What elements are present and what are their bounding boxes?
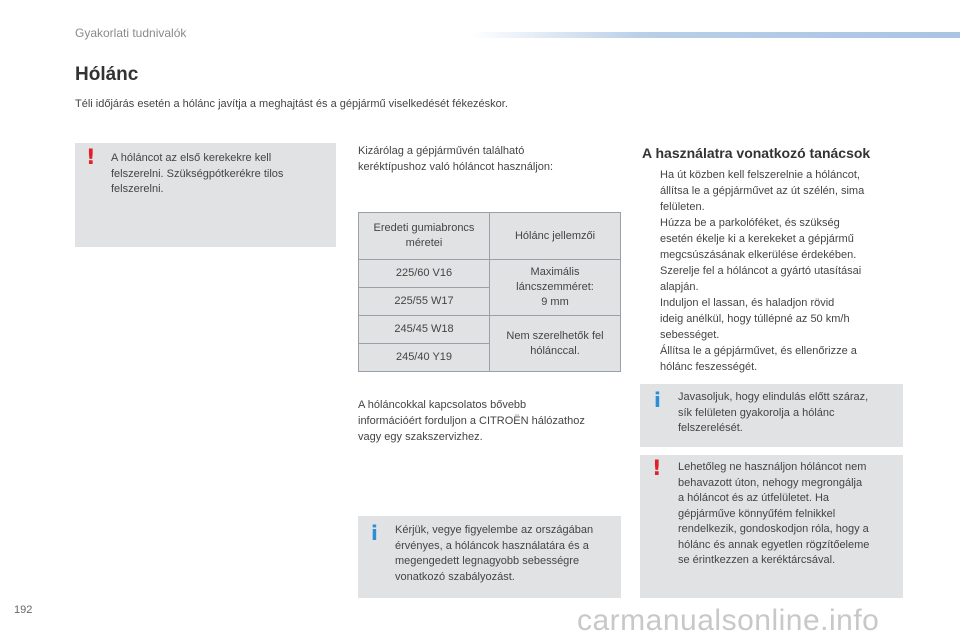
info-right-line: felszerelését. — [678, 422, 743, 434]
info-icon: i — [371, 521, 378, 545]
table-header-chain: Hólánc jellemzői — [490, 213, 621, 260]
warning-left-line: felszerelni. — [111, 183, 164, 195]
list-item — [642, 263, 902, 295]
table-header-line: méretei — [405, 237, 443, 249]
warning-left-line: felszerelni. Szükségpótkerékre tilos — [111, 167, 284, 180]
warning-right-line: Lehetőleg ne használjon hóláncot nem — [678, 461, 867, 473]
page-title: Hólánc — [75, 64, 139, 85]
more-info-line: A hóláncokkal kapcsolatos bővebb — [358, 399, 527, 411]
middle-intro — [358, 143, 553, 175]
intro-text: Téli időjárás esetén a hólánc javítja a meghajtást és a gépjármű viselkedését fékezéskor. — [75, 98, 508, 110]
info-box-right — [640, 384, 903, 447]
tip-line: felületen. — [660, 201, 705, 213]
table-cell-tyre: 225/55 W17 — [359, 288, 490, 316]
tip-line: Állítsa le a gépjárművet, és ellenőrizze a — [660, 345, 857, 357]
middle-intro-line: keréktípushoz való hóláncot használjon: — [358, 161, 554, 173]
info-right-line: sík felületen gyakorolja a hólánc — [678, 406, 835, 419]
snow-chain-table — [358, 212, 621, 372]
tip-line: hólánc feszességét. — [660, 361, 758, 373]
info-middle-line: érvényes, a hóláncok használatára és a — [395, 539, 589, 552]
warning-right-line: a hóláncot és az útfelületet. Ha — [678, 492, 830, 504]
more-info-line: információért forduljon a CITROËN hálózathoz — [358, 415, 585, 427]
info-middle-line: Kérjük, vegye figyelembe az országában — [395, 524, 594, 536]
warning-right-line: gépjárműve könnyűfém felnikkel — [678, 507, 836, 520]
tip-line: sebességet. — [660, 329, 720, 341]
tip-line: Ha út közben kell felszerelnie a hóláncot, — [660, 169, 860, 181]
warning-icon: ! — [652, 456, 662, 480]
warning-right-line: rendelkezik, gondoskodjon róla, hogy a — [678, 523, 869, 535]
tip-line: esetén ékelje ki a kerekeket a gépjármű — [660, 233, 854, 245]
info-middle-line: vonatkozó szabályozást. — [395, 570, 515, 583]
watermark: carmanualsonline.info — [577, 604, 880, 637]
table-cell-tyre: 245/45 W18 — [359, 316, 490, 344]
tip-line: megcsúszásának elkerülése érdekében. — [660, 249, 857, 261]
advice-list — [642, 167, 902, 375]
tip-line: állítsa le a gépjárművet az út szélén, sima — [660, 185, 865, 197]
chain-spec-line: Maximális — [530, 266, 580, 278]
table-cell-chain-spec — [490, 260, 621, 316]
table-cell-tyre: 225/60 V16 — [359, 260, 490, 288]
chain-spec-line: 9 mm — [541, 296, 569, 308]
warning-right-line: se érintkezzen a keréktárcsával. — [678, 554, 836, 566]
warning-icon: ! — [86, 145, 96, 169]
tip-line: ideig anélkül, hogy túllépné az 50 km/h — [660, 313, 850, 325]
warning-box-right — [640, 455, 903, 598]
table-cell-tyre: 245/40 Y19 — [359, 344, 490, 372]
header-accent-bar — [470, 32, 960, 38]
tip-line: Szerelje fel a hóláncot a gyártó utasításai — [660, 265, 862, 277]
table-header-line: Eredeti gumiabroncs — [373, 222, 475, 234]
page-number: 192 — [14, 604, 33, 616]
list-item — [642, 167, 902, 215]
list-item — [642, 295, 902, 343]
tip-line: alapján. — [660, 281, 699, 293]
section-header: Gyakorlati tudnivalók — [75, 26, 187, 40]
more-info-line: vagy egy szakszervizhez. — [358, 431, 483, 443]
warning-right-line: behavazott úton, nehogy megrongálja — [678, 476, 863, 489]
list-item — [642, 215, 902, 263]
more-info-text — [358, 397, 585, 445]
info-right-line: Javasoljuk, hogy elindulás előtt száraz, — [678, 391, 869, 403]
info-middle-line: megengedett legnagyobb sebességre — [395, 555, 580, 567]
warning-right-line: hólánc és annak egyetlen rögzítőeleme — [678, 538, 870, 551]
table-cell-chain-spec — [490, 316, 621, 372]
middle-intro-line: Kizárólag a gépjárművén található — [358, 145, 525, 157]
table-header-tyre — [359, 213, 490, 260]
tip-line: Húzza be a parkolóféket, és szükség — [660, 217, 840, 229]
list-item — [642, 343, 902, 375]
warning-box-left — [75, 143, 336, 247]
chain-spec-line: láncszemméret: — [516, 281, 594, 293]
info-box-middle — [358, 516, 621, 598]
warning-left-line: A hóláncot az első kerekekre kell — [111, 152, 272, 164]
tip-line: Induljon el lassan, és haladjon rövid — [660, 297, 835, 309]
chain-spec-line: Nem szerelhetők fel — [506, 329, 604, 342]
advice-title: A használatra vonatkozó tanácsok — [642, 145, 871, 161]
info-icon: i — [654, 388, 661, 412]
chain-spec-line: hólánccal. — [530, 344, 580, 357]
